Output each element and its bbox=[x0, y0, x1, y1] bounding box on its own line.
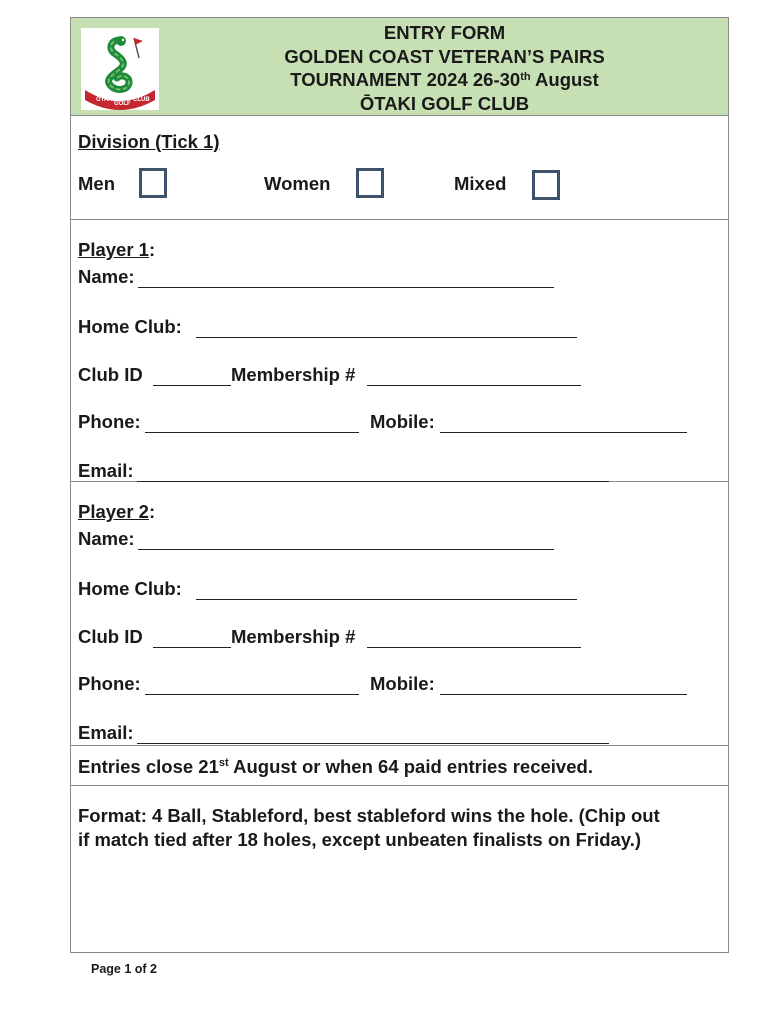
player1-phone-label: Phone: bbox=[78, 411, 141, 432]
player2-title-text: Player 2 bbox=[78, 501, 149, 522]
division-women-checkbox[interactable] bbox=[356, 168, 384, 198]
player2-membership-field[interactable] bbox=[367, 647, 581, 648]
player2-home-club-label: Home Club: bbox=[78, 578, 187, 599]
title-line-1: ENTRY FORM bbox=[383, 22, 506, 43]
form-header bbox=[71, 18, 728, 116]
player2-club-id-field[interactable] bbox=[153, 647, 231, 648]
player2-section bbox=[71, 482, 728, 746]
logo-text-mid: GOLF bbox=[114, 101, 131, 107]
player2-name-label: Name: bbox=[78, 528, 135, 549]
entries-close-pre: Entries close 21 bbox=[78, 756, 219, 777]
player1-home-club-label: Home Club: bbox=[78, 316, 187, 337]
player2-phone-field[interactable] bbox=[145, 694, 359, 695]
page-number: Page 1 of 2 bbox=[91, 962, 157, 976]
entry-form bbox=[70, 17, 729, 953]
player1-membership-field[interactable] bbox=[367, 385, 581, 386]
player2-email-field[interactable] bbox=[137, 743, 609, 744]
title-line-3 bbox=[171, 68, 718, 92]
entries-close-text bbox=[78, 756, 593, 778]
player2-title: Player 2: bbox=[78, 501, 156, 522]
division-title: Division (Tick 1) bbox=[78, 131, 220, 152]
player1-name-label: Name: bbox=[78, 266, 135, 287]
player2-club-id-label: Club ID bbox=[78, 626, 148, 647]
entries-close-post: August or when 64 paid entries received. bbox=[228, 756, 593, 777]
division-men-checkbox[interactable] bbox=[139, 168, 167, 198]
player1-section bbox=[71, 220, 728, 482]
title-line-3-sup: th bbox=[520, 71, 531, 83]
format-section bbox=[71, 786, 728, 952]
player1-mobile-field[interactable] bbox=[440, 432, 687, 433]
player2-name-field[interactable] bbox=[138, 549, 554, 550]
entries-close-sup: st bbox=[218, 757, 229, 769]
player1-name-field[interactable] bbox=[138, 287, 554, 288]
player2-mobile-label: Mobile: bbox=[370, 673, 435, 694]
club-crest-icon bbox=[81, 28, 159, 110]
format-line-2: if match tied after 18 holes, except unbeaten finalists on Friday.) bbox=[78, 829, 642, 850]
player1-home-club-field[interactable] bbox=[196, 337, 577, 338]
player1-title-text: Player 1 bbox=[78, 239, 149, 260]
title-line-3-text: TOURNAMENT 2024 26-30 bbox=[290, 69, 521, 90]
title-line-3-end: August bbox=[530, 69, 599, 90]
player2-email-label: Email: bbox=[78, 722, 134, 743]
player2-mobile-field[interactable] bbox=[440, 694, 687, 695]
golf-club-logo bbox=[81, 28, 159, 110]
player1-club-id-label: Club ID bbox=[78, 364, 148, 385]
title-line-4: ŌTAKI GOLF CLUB bbox=[359, 92, 530, 114]
form-title bbox=[171, 21, 718, 115]
player1-mobile-label: Mobile: bbox=[370, 411, 435, 432]
division-women-label: Women bbox=[264, 173, 331, 194]
division-section bbox=[71, 115, 728, 220]
title-line-2: GOLDEN COAST VETERAN’S PAIRS bbox=[284, 45, 605, 67]
player2-phone-label: Phone: bbox=[78, 673, 141, 694]
player1-membership-label: Membership # bbox=[231, 364, 356, 385]
format-line-1: Format: 4 Ball, Stableford, best stableford wins the hole. (Chip out bbox=[78, 805, 660, 826]
logo-text-right: CLUB bbox=[133, 97, 150, 103]
player1-title: Player 1: bbox=[78, 239, 156, 260]
player1-phone-field[interactable] bbox=[145, 432, 359, 433]
division-men-label: Men bbox=[78, 173, 115, 194]
player2-home-club-field[interactable] bbox=[196, 599, 577, 600]
entries-section bbox=[71, 746, 728, 786]
player1-email-label: Email: bbox=[78, 460, 134, 481]
division-mixed-checkbox[interactable] bbox=[532, 170, 560, 200]
player2-membership-label: Membership # bbox=[231, 626, 356, 647]
player1-club-id-field[interactable] bbox=[153, 385, 231, 386]
logo-text-left: ŌTAKI bbox=[96, 97, 115, 103]
division-mixed-label: Mixed bbox=[454, 173, 507, 194]
